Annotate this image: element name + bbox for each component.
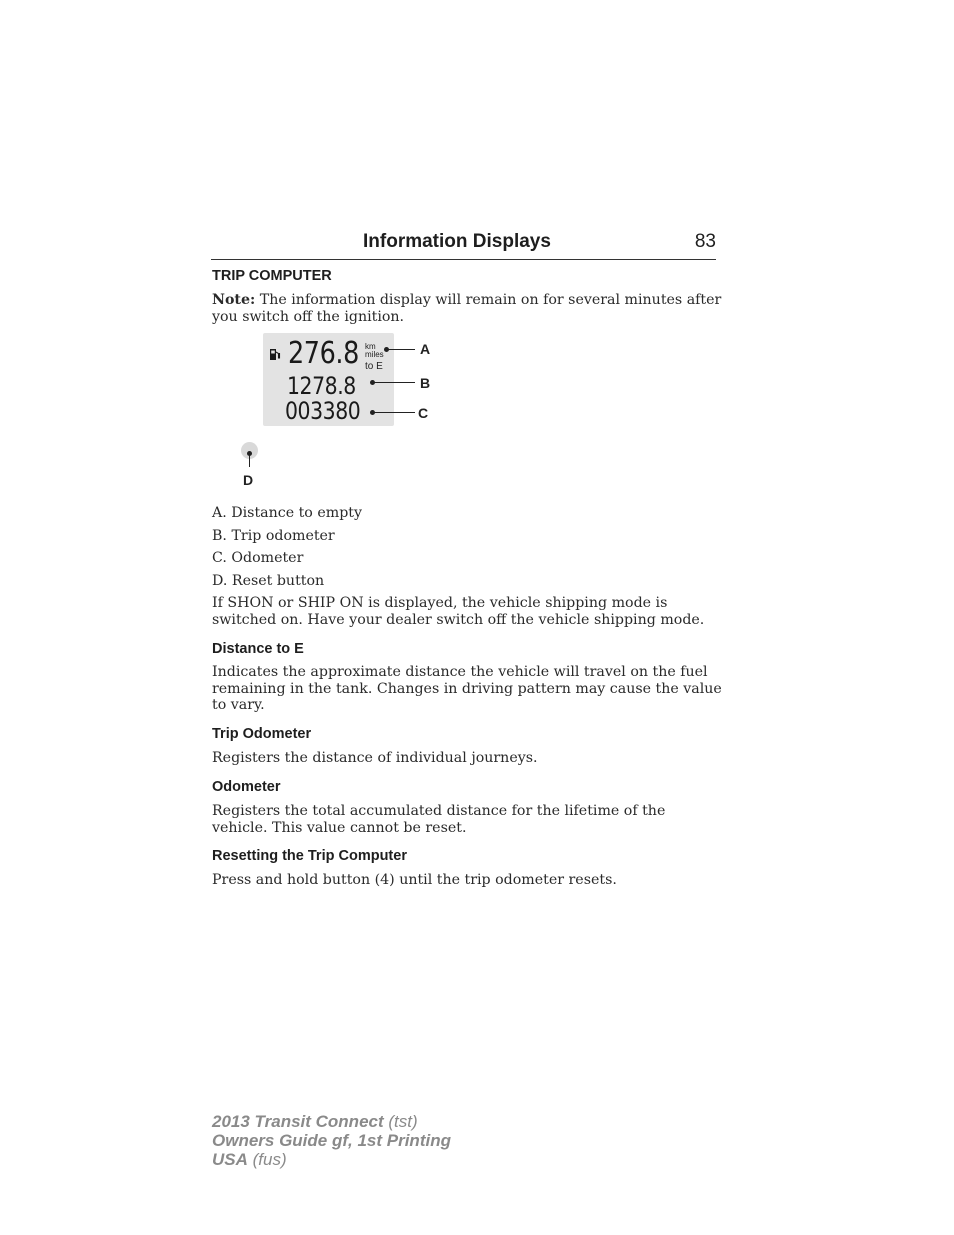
section-body-resetting: Press and hold button (4) until the trip odometer resets. (212, 872, 617, 888)
callout-c-leader (373, 412, 415, 413)
callout-d-leader (249, 454, 250, 467)
footer-model-code: (tst) (383, 1112, 418, 1131)
section-body-trip-odometer: Registers the distance of individual journeys. (212, 750, 538, 766)
section-body-odometer: Registers the total accumulated distance for the lifetime of the vehicle. This value cannot be reset. (212, 803, 666, 836)
unit-km: km (365, 342, 376, 351)
callout-c-label: C (418, 405, 429, 421)
footer-region: USA (212, 1150, 248, 1169)
callout-b-leader (373, 382, 415, 383)
callout-b-label: B (420, 375, 431, 391)
legend-item: C. Odometer (212, 550, 304, 566)
legend-item: B. Trip odometer (212, 528, 335, 544)
footer-region-code: (fus) (247, 1150, 287, 1169)
note-label: Note: (212, 292, 256, 308)
trip-odometer-value: 1278.8 (287, 372, 356, 400)
callout-d-label: D (243, 472, 254, 488)
section-heading-resetting: Resetting the Trip Computer (212, 848, 407, 864)
section-body-distance-to-e: Indicates the approximate distance the vehicle will travel on the fuel remaining in the tank. Changes in driving pattern may cause the value to vary. (212, 664, 722, 713)
section-heading-distance-to-e: Distance to E (212, 641, 304, 657)
section-heading-odometer: Odometer (212, 779, 281, 795)
callout-a-label: A (420, 341, 431, 357)
note-text: The information display will remain on for several minutes after you switch off the ignition. (212, 292, 722, 325)
odometer-value: 003380 (285, 397, 361, 425)
section-heading-trip-odometer: Trip Odometer (212, 726, 312, 742)
legend-item: D. Reset button (212, 573, 325, 589)
shipping-mode-paragraph: If SHON or SHIP ON is displayed, the vehicle shipping mode is switched on. Have your dealer switch off the vehicle shipping mode. (212, 595, 705, 628)
unit-miles: miles (365, 350, 384, 359)
section-title: TRIP COMPUTER (212, 268, 332, 284)
footer-model: 2013 Transit Connect (212, 1112, 384, 1131)
chapter-title: Information Displays (363, 231, 551, 252)
trip-computer-figure (235, 330, 445, 490)
page-header (211, 229, 716, 260)
note-paragraph (212, 292, 722, 325)
callout-a-leader (387, 349, 415, 350)
distance-to-empty-value: 276.8 (288, 336, 359, 371)
footer-printing: Owners Guide gf, 1st Printing (212, 1131, 451, 1150)
page-footer (212, 1112, 451, 1169)
fuel-pump-icon (269, 348, 281, 361)
page-number: 83 (694, 231, 716, 252)
unit-to-e: to E (365, 361, 383, 372)
legend-item: A. Distance to empty (212, 505, 363, 521)
